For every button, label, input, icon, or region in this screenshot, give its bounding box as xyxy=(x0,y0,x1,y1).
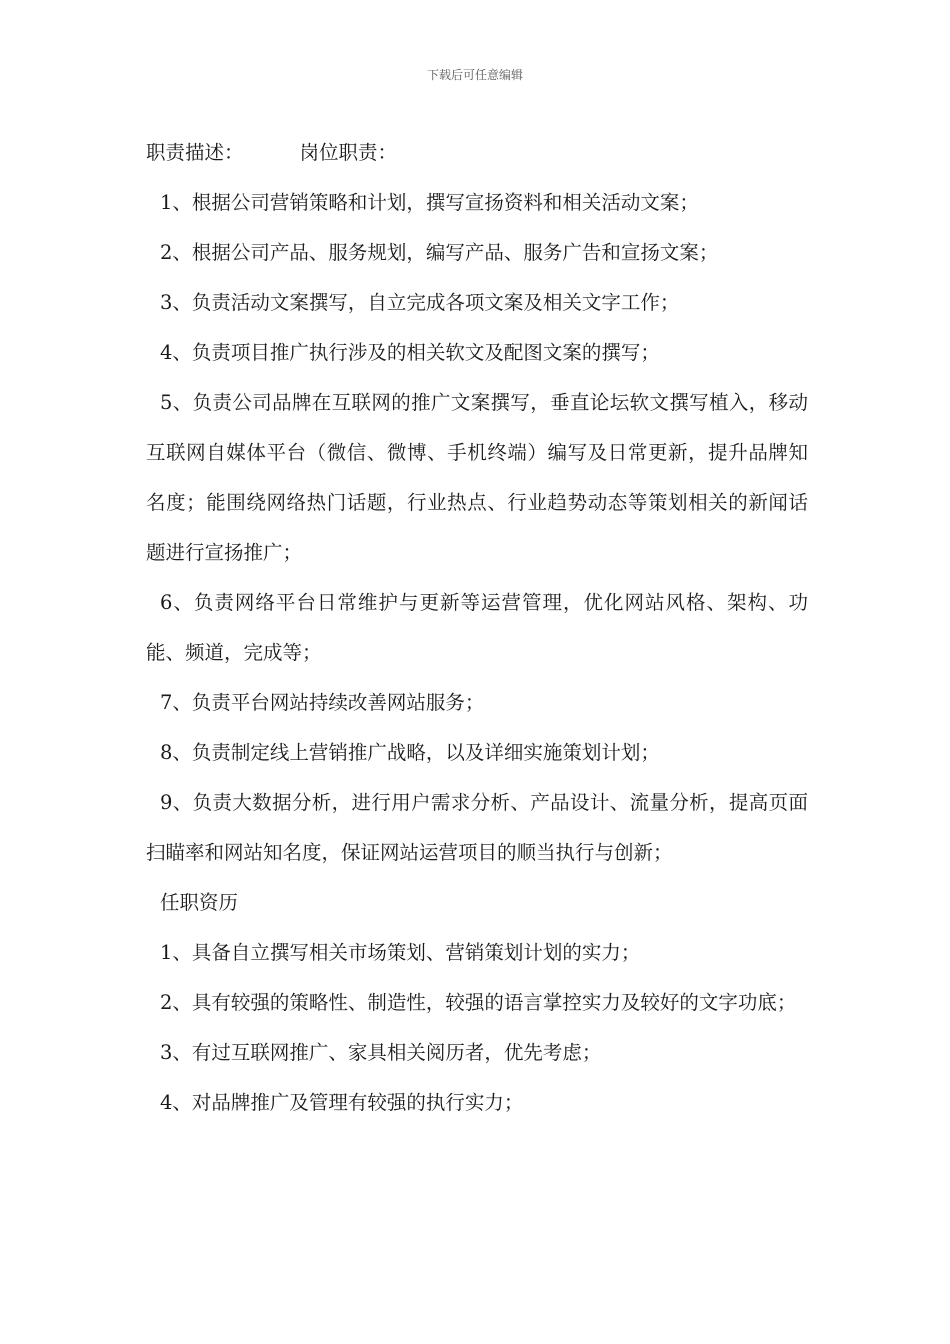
duty-item-4: 4、负责项目推广执行涉及的相关软文及配图文案的撰写； xyxy=(160,341,660,364)
qualification-item-4: 4、对品牌推广及管理有较强的执行实力； xyxy=(160,1091,524,1114)
qualification-item-3: 3、有过互联网推广、家具相关阅历者，优先考虑； xyxy=(160,1041,602,1064)
qualification-item-1: 1、具备自立撰写相关市场策划、营销策划计划的实力； xyxy=(160,941,641,964)
duty-item-7: 7、负责平台网站持续改善网站服务； xyxy=(160,691,485,714)
qualification-item-2: 2、具有较强的策略性、制造性，较强的语言掌控实力及较好的文字功底； xyxy=(160,991,797,1014)
duty-item-6: 6、负责网络平台日常维护与更新等运营管理，优化网站风格、架构、功能、频道，完成等； xyxy=(146,591,808,664)
duty-heading-line xyxy=(146,128,808,178)
duty-item-1: 1、根据公司营销策略和计划，撰写宣扬资料和相关活动文案； xyxy=(160,191,699,214)
duty-item-2: 2、根据公司产品、服务规划，编写产品、服务广告和宣扬文案； xyxy=(160,241,719,264)
page-header: 下载后可任意编辑 xyxy=(426,68,523,82)
duty-item-3: 3、负责活动文案撰写，自立完成各项文案及相关文字工作； xyxy=(160,291,680,314)
duty-item-8: 8、负责制定线上营销推广战略，以及详细实施策划计划； xyxy=(160,741,660,764)
duty-item-5: 5、负责公司品牌在互联网的推广文案撰写，垂直论坛软文撰写植入，移动互联网自媒体平台（微信、微博、手机终端）编写及日常更新，提升品牌知名度；能围绕网络热门话题，行业热点、行业趋势动态等策划相关的新闻话题进行宣扬推广； xyxy=(146,391,808,564)
document-body xyxy=(146,128,808,1128)
duty-subheading: 岗位职责： xyxy=(299,141,398,164)
duty-heading: 职责描述： xyxy=(146,141,244,164)
qualification-heading: 任职资历 xyxy=(160,891,239,914)
duty-item-9: 9、负责大数据分析，进行用户需求分析、产品设计、流量分析，提高页面扫瞄率和网站知名度，保证网站运营项目的顺当执行与创新； xyxy=(146,791,808,864)
